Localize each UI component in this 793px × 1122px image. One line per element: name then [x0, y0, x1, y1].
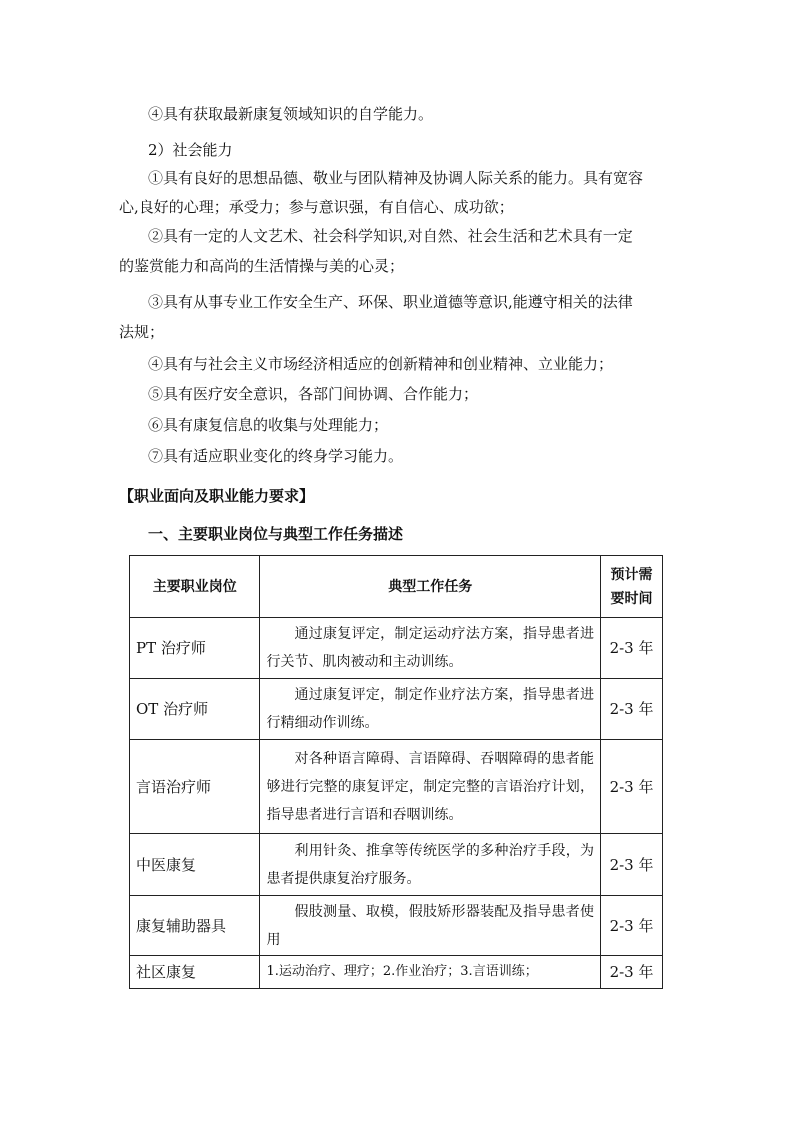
cell-task: 对各种语言障碍、言语障碍、吞咽障碍的患者能够进行完整的康复评定，制定完整的言语治疗计划，指导患者进行言语和吞咽训练。 [260, 740, 601, 834]
paragraph: ②具有一定的人文艺术、社会科学知识,对自然、社会生活和艺术具有一定 [148, 227, 633, 245]
paragraph-heading: 2）社会能力 [148, 141, 233, 159]
header-time-line2: 要时间 [610, 590, 653, 607]
cell-role: OT 治疗师 [130, 679, 260, 740]
paragraph: ④具有与社会主义市场经济相适应的创新精神和创业精神、立业能力； [148, 355, 614, 373]
section-subheading: 一、主要职业岗位与典型工作任务描述 [148, 525, 404, 543]
cell-role: 康复辅助器具 [130, 896, 260, 956]
table-row [130, 679, 663, 740]
cell-task: 利用针灸、推拿等传统医学的多种治疗手段，为患者提供康复治疗服务。 [260, 834, 601, 896]
header-time [601, 556, 663, 618]
cell-task: 通过康复评定，制定运动疗法方案，指导患者进行关节、肌肉被动和主动训练。 [260, 618, 601, 679]
cell-role: 社区康复 [130, 956, 260, 989]
cell-task: 1.运动治疗、理疗；2.作业治疗；3.言语训练； [260, 956, 601, 989]
header-time-line1: 预计需 [610, 566, 653, 583]
paragraph: ⑦具有适应职业变化的终身学习能力。 [148, 447, 404, 465]
paragraph: ⑤具有医疗安全意识，各部门间协调、合作能力； [148, 385, 479, 403]
paragraph: ①具有良好的思想品德、敬业与团队精神及协调人际关系的能力。具有宽容 [148, 169, 644, 187]
paragraph: 的鉴赏能力和高尚的生活情操与美的心灵； [119, 257, 405, 275]
table-row [130, 956, 663, 989]
paragraph: 法规； [119, 323, 165, 341]
cell-time: 2-3 年 [601, 896, 663, 956]
header-task: 典型工作任务 [260, 556, 601, 618]
cell-role: 言语治疗师 [130, 740, 260, 834]
cell-time: 2-3 年 [601, 834, 663, 896]
cell-time: 2-3 年 [601, 956, 663, 989]
cell-task: 通过康复评定，制定作业疗法方案，指导患者进行精细动作训练。 [260, 679, 601, 740]
paragraph: 心,良好的心理；承受力；参与意识强，有自信心、成功欲； [119, 198, 514, 216]
cell-role: PT 治疗师 [130, 618, 260, 679]
header-role: 主要职业岗位 [130, 556, 260, 618]
table-row [130, 896, 663, 956]
cell-task: 假肢测量、取模，假肢矫形器装配及指导患者使用 [260, 896, 601, 956]
table-row [130, 740, 663, 834]
table-row [130, 834, 663, 896]
cell-time: 2-3 年 [601, 679, 663, 740]
job-table [129, 555, 663, 989]
cell-role: 中医康复 [130, 834, 260, 896]
table-header-row [130, 556, 663, 618]
paragraph: ⑥具有康复信息的收集与处理能力； [148, 416, 389, 434]
section-heading: 【职业面向及职业能力要求】 [119, 487, 315, 505]
paragraph: ③具有从事专业工作安全生产、环保、职业道德等意识,能遵守相关的法律 [148, 293, 633, 311]
paragraph: ④具有获取最新康复领域知识的自学能力。 [148, 105, 434, 123]
cell-time: 2-3 年 [601, 740, 663, 834]
cell-time: 2-3 年 [601, 618, 663, 679]
table-row [130, 618, 663, 679]
